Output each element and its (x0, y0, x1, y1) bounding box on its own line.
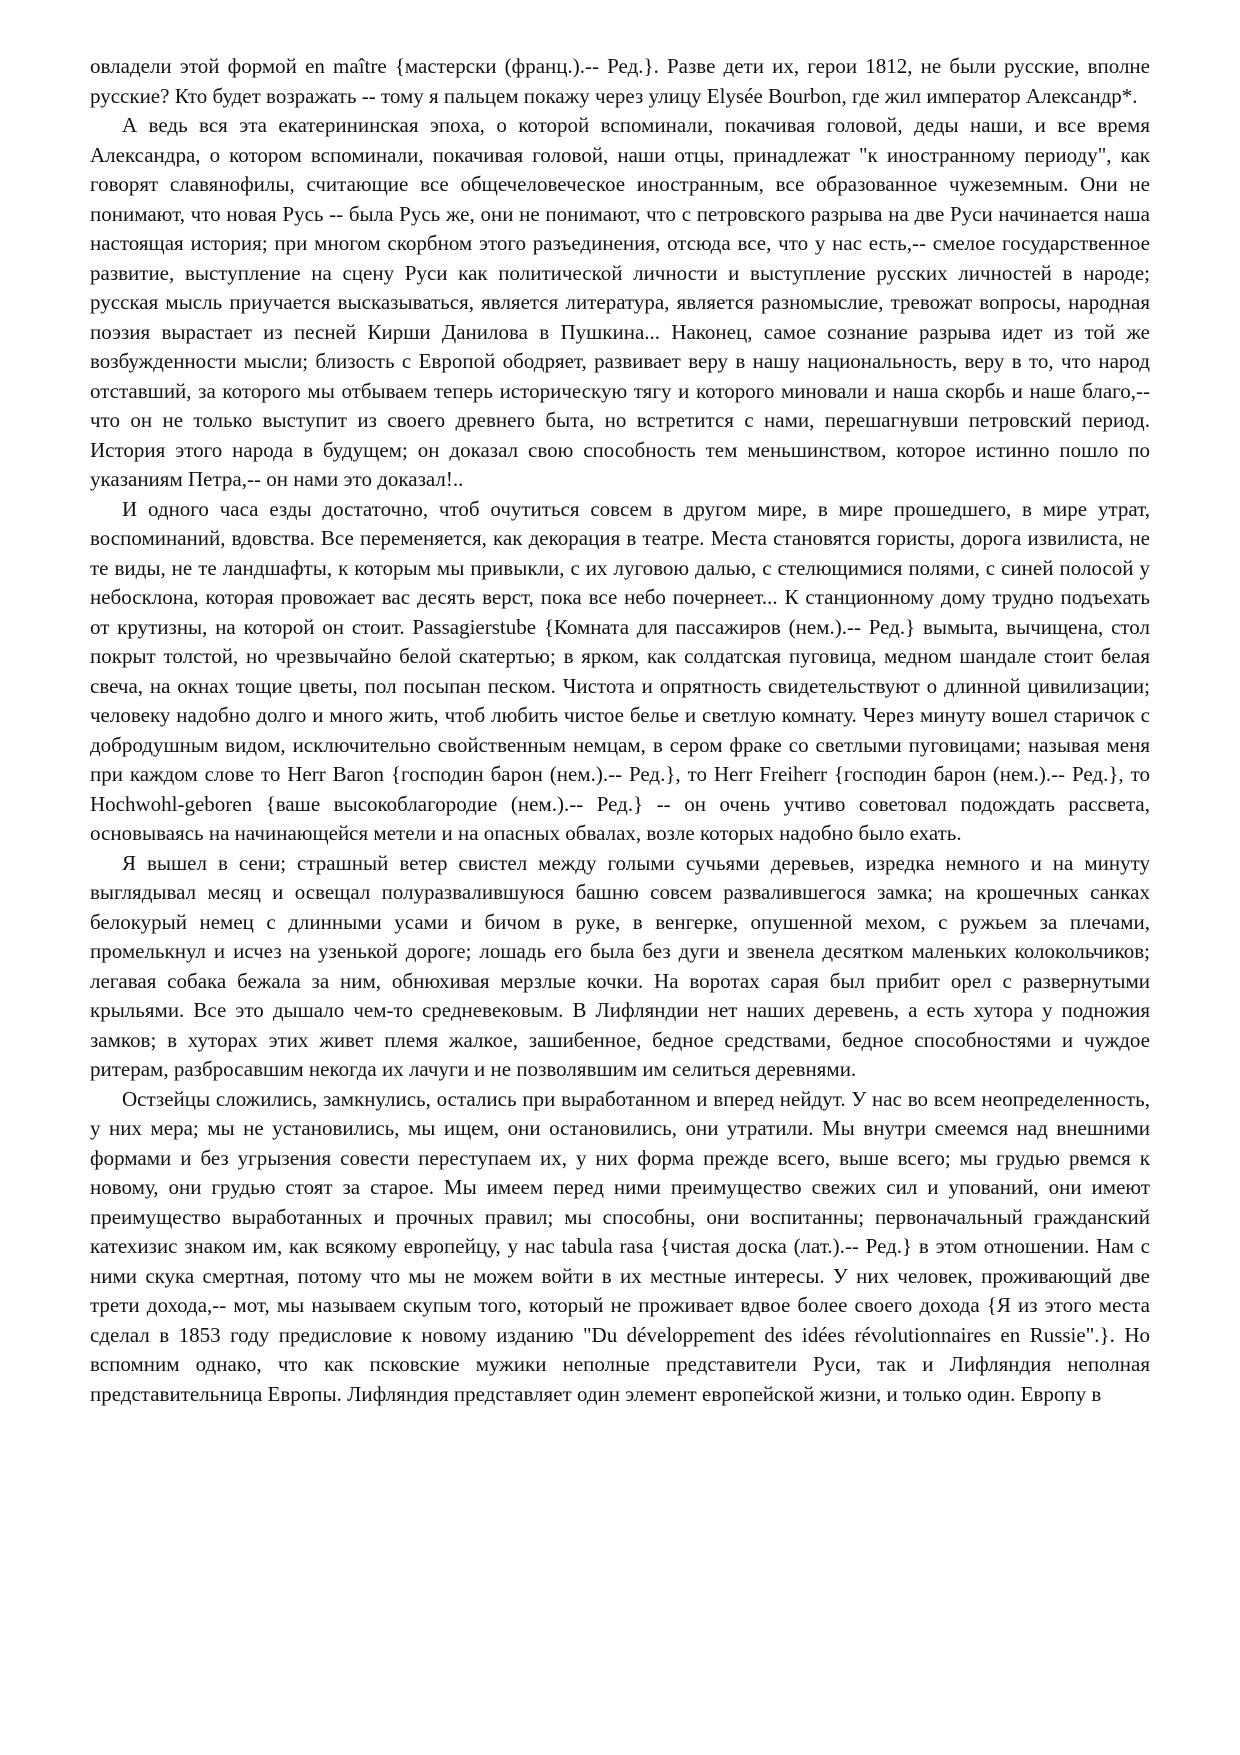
paragraph-continuation: овладели этой формой en maître {мастерски (франц.).-- Ред.}. Разве дети их, герои 1812, не были русские, вполне русские? Кто будет возражать -- тому я пальцем покажу через улицу Elysée Bourbon, где жил император Александр*. (90, 54, 1150, 108)
paragraph-night-scene: Я вышел в сени; страшный ветер свистел между голыми сучьями деревьев, изредка немного и на минуту выглядывал месяц и освещал полуразвалившуюся башню совсем развалившегося замка; на крошечных санках белокурый немец с длинными усами и бичом в руке, в венгерке, опушенной мехом, с ружьем за плечами, промелькнул и исчез на узенькой дороге; лошадь его была без дуги и звенела десятком маленьких колокольчиков; легавая собака бежала за ним, обнюхивая мерзлые кочки. На воротах сарая был прибит орел с развернутыми крыльями. Все это дышало чем-то средневековым. В Лифляндии нет наших деревень, а есть хутора у подножия замков; в хуторах этих живет племя жалкое, зашибенное, бедное средствами, бедное способностями и чуждое ритерам, разбросавшим некогда их лачуги и не позволявшим им селиться деревнями. (90, 850, 1150, 1081)
document-page (90, 52, 1150, 1409)
paragraph-catherine-era: А ведь вся эта екатерининская эпоха, о которой вспоминали, покачивая головой, деды наши, и все время Александра, о котором вспоминали, покачивая головой, наши отцы, принадлежат "к иностранному периоду", как говорят славянофилы, считающие все общечеловеческое иностранным, все образованное чужеземным. Они не понимают, что новая Русь -- была Русь же, они не понимают, что с петровского разрыва на две Руси начинается наша настоящая история; при многом скорбном этого разъединения, отсюда все, что у нас есть,-- смелое государственное развитие, выступление на сцену Руси как политической личности и выступление русских личностей в народе; русская мысль приучается высказываться, является литература, является разномыслие, тревожат вопросы, народная поэзия вырастает из песней Кирши Данилова в Пушкина... Наконец, самое сознание разрыва идет из той же возбужденности мысли; близость с Европой ободряет, развивает веру в нашу национальность, веру в то, что народ отставший, за которого мы отбываем теперь историческую тягу и которого миновали и наша скорбь и наше благо,-- что он не только выступит из своего древнего быта, но встретится с нами, перешагнувши петровский период. История этого народа в будущем; он доказал свою способность тем меньшинством, которое истинно пошло по указаниям Петра,-- он нами это доказал!.. (90, 113, 1150, 491)
paragraph-ostsee: Остзейцы сложились, замкнулись, остались при выработанном и вперед нейдут. У нас во всем неопределенность, у них мера; мы не установились, мы ищем, они остановились, они утратили. Мы внутри смеемся над внешними формами и без угрызения совести переступаем их, у них форма прежде всего, выше всего; мы грудью рвемся к новому, они грудью стоят за старое. Мы имеем перед ними преимущество свежих сил и упований, они имеют преимущество выработанных и прочных правил; мы способны, они воспитанны; первоначальный гражданский катехизис знаком им, как всякому европейцу, у нас tabula rasa {чистая доска (лат.).-- Ред.} в этом отношении. Нам с ними скука смертная, потому что мы не можем войти в их местные интересы. У них человек, проживающий две трети дохода,-- мот, мы называем скупым того, который не проживает вдвое более своего дохода {Я из этого места сделал в 1853 году предисловие к новому изданию "Du développement des idées révolutionnaires en Russie".}. Но вспомним однако, что как псковские мужики неполные представители Руси, так и Лифляндия неполная представительница Европы. Лифляндия представляет один элемент европейской жизни, и только один. Европу в (90, 1086, 1150, 1406)
paragraph-journey: И одного часа езды достаточно, чтоб очутиться совсем в другом мире, в мире прошедшего, в мире утрат, воспоминаний, вдовства. Все переменяется, как декорация в театре. Места становятся гористы, дорога извилиста, не те виды, не те ландшафты, к которым мы привыкли, с их луговою далью, с стелющимися полями, с синей полосой у небосклона, которая провожает вас десять верст, пока все небо почернеет... К станционному дому трудно подъехать от крутизны, на которой он стоит. Passagierstube {Комната для пассажиров (нем.).-- Ред.} вымыта, вычищена, стол покрыт толстой, но чрезвычайно белой скатертью; в ярком, как солдатская пуговица, медном шандале стоит белая свеча, на окнах тощие цветы, пол посыпан песком. Чистота и опрятность свидетельствуют о длинной цивилизации; человеку надобно долго и много жить, чтоб любить чистое белье и светлую комнату. Через минуту вошел старичок с добродушным видом, исключительно свойственным немцам, в сером фраке со светлыми пуговицами; называя меня при каждом слове то Herr Baron {господин барон (нем.).-- Ред.}, то Herr Freiherr {господин барон (нем.).-- Ред.}, то Hochwohl-geboren {ваше высокоблагородие (нем.).-- Ред.} -- он очень учтиво советовал подождать рассвета, основываясь на начинающейся метели и на опасных обвалах, возле которых надобно было ехать. (90, 496, 1150, 845)
